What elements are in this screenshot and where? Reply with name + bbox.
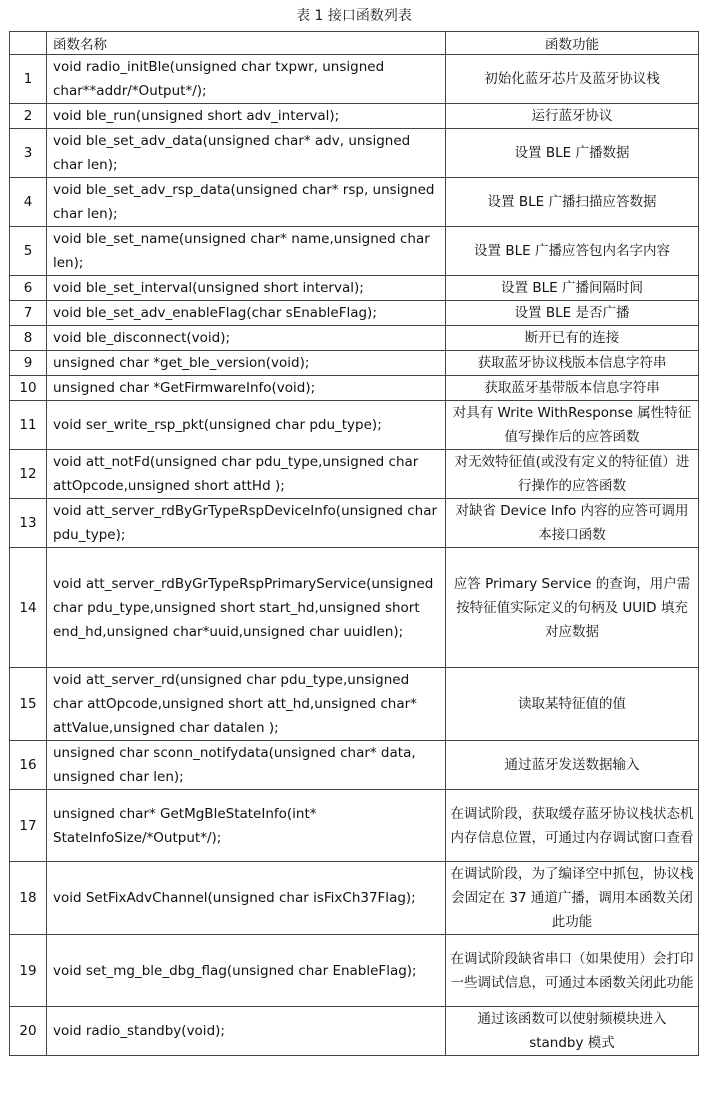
table-row — [10, 935, 699, 1007]
table-row — [10, 55, 699, 104]
function-name: void set_mg_ble_dbg_flag(unsigned char EnableFlag); — [47, 935, 446, 1007]
header-index — [10, 32, 47, 55]
row-index: 19 — [10, 935, 47, 1007]
function-name: void ble_set_name(unsigned char* name,unsigned char len); — [47, 227, 446, 276]
table-row — [10, 1007, 699, 1056]
function-name: void ble_set_adv_enableFlag(char sEnableFlag); — [47, 301, 446, 326]
row-index: 10 — [10, 376, 47, 401]
function-desc: 设置 BLE 广播间隔时间 — [446, 276, 699, 301]
row-index: 6 — [10, 276, 47, 301]
function-name: unsigned char *GetFirmwareInfo(void); — [47, 376, 446, 401]
function-desc: 设置 BLE 是否广播 — [446, 301, 699, 326]
function-desc: 对具有 Write WithResponse 属性特征值写操作后的应答函数 — [446, 401, 699, 450]
function-table — [9, 31, 699, 1056]
table-row — [10, 668, 699, 741]
table-row — [10, 376, 699, 401]
row-index: 13 — [10, 499, 47, 548]
header-function-desc: 函数功能 — [446, 32, 699, 55]
row-index: 9 — [10, 351, 47, 376]
function-name: void SetFixAdvChannel(unsigned char isFixCh37Flag); — [47, 862, 446, 935]
function-name: unsigned char *get_ble_version(void); — [47, 351, 446, 376]
function-name: void att_server_rd(unsigned char pdu_type,unsigned char attOpcode,unsigned short att_hd,unsigned char* attValue,unsigned char datalen ); — [47, 668, 446, 741]
row-index: 3 — [10, 129, 47, 178]
function-name: void radio_initBle(unsigned char txpwr, unsigned char**addr/*Output*/); — [47, 55, 446, 104]
row-index: 17 — [10, 790, 47, 862]
function-desc: 获取蓝牙协议栈版本信息字符串 — [446, 351, 699, 376]
table-row — [10, 401, 699, 450]
table-row — [10, 862, 699, 935]
function-name: void radio_standby(void); — [47, 1007, 446, 1056]
row-index: 15 — [10, 668, 47, 741]
function-name: unsigned char sconn_notifydata(unsigned char* data, unsigned char len); — [47, 741, 446, 790]
function-name: void ble_run(unsigned short adv_interval); — [47, 104, 446, 129]
table-row — [10, 178, 699, 227]
function-desc: 获取蓝牙基带版本信息字符串 — [446, 376, 699, 401]
row-index: 8 — [10, 326, 47, 351]
function-name: void ble_set_adv_data(unsigned char* adv, unsigned char len); — [47, 129, 446, 178]
table-row — [10, 227, 699, 276]
table-header-row — [10, 32, 699, 55]
function-desc: 设置 BLE 广播扫描应答数据 — [446, 178, 699, 227]
table-row — [10, 450, 699, 499]
table-row — [10, 276, 699, 301]
function-name: void att_server_rdByGrTypeRspPrimaryService(unsigned char pdu_type,unsigned short start_hd,unsigned short end_hd,unsigned char*uuid,unsigned char uuidlen); — [47, 548, 446, 668]
function-desc: 断开已有的连接 — [446, 326, 699, 351]
table-row — [10, 129, 699, 178]
function-desc: 读取某特征值的值 — [446, 668, 699, 741]
function-name: void att_notFd(unsigned char pdu_type,unsigned char attOpcode,unsigned short attHd ); — [47, 450, 446, 499]
function-name: void ble_set_adv_rsp_data(unsigned char* rsp, unsigned char len); — [47, 178, 446, 227]
function-desc: 通过该函数可以使射频模块进入 standby 模式 — [446, 1007, 699, 1056]
row-index: 18 — [10, 862, 47, 935]
row-index: 11 — [10, 401, 47, 450]
function-desc: 在调试阶段缺省串口（如果使用）会打印一些调试信息，可通过本函数关闭此功能 — [446, 935, 699, 1007]
function-desc: 设置 BLE 广播应答包内名字内容 — [446, 227, 699, 276]
function-desc: 在调试阶段，为了编译空中抓包，协议栈会固定在 37 通道广播，调用本函数关闭此功能 — [446, 862, 699, 935]
function-desc: 初始化蓝牙芯片及蓝牙协议栈 — [446, 55, 699, 104]
function-name: void att_server_rdByGrTypeRspDeviceInfo(unsigned char pdu_type); — [47, 499, 446, 548]
function-desc: 对缺省 Device Info 内容的应答可调用本接口函数 — [446, 499, 699, 548]
function-name: unsigned char* GetMgBleStateInfo(int* StateInfoSize/*Output*/); — [47, 790, 446, 862]
table-row — [10, 104, 699, 129]
function-name: void ble_disconnect(void); — [47, 326, 446, 351]
row-index: 4 — [10, 178, 47, 227]
function-desc: 对无效特征值(或没有定义的特征值）进行操作的应答函数 — [446, 450, 699, 499]
row-index: 20 — [10, 1007, 47, 1056]
function-desc: 设置 BLE 广播数据 — [446, 129, 699, 178]
table-row — [10, 741, 699, 790]
row-index: 16 — [10, 741, 47, 790]
function-desc: 通过蓝牙发送数据输入 — [446, 741, 699, 790]
header-function-name: 函数名称 — [47, 32, 446, 55]
table-caption: 表 1 接口函数列表 — [296, 8, 412, 24]
function-desc: 在调试阶段，获取缓存蓝牙协议栈状态机内存信息位置，可通过内存调试窗口查看 — [446, 790, 699, 862]
function-desc: 运行蓝牙协议 — [446, 104, 699, 129]
row-index: 12 — [10, 450, 47, 499]
table-row — [10, 351, 699, 376]
table-row — [10, 326, 699, 351]
row-index: 5 — [10, 227, 47, 276]
row-index: 2 — [10, 104, 47, 129]
table-row — [10, 301, 699, 326]
function-desc: 应答 Primary Service 的查询，用户需按特征值实际定义的句柄及 UUID 填充对应数据 — [446, 548, 699, 668]
row-index: 7 — [10, 301, 47, 326]
table-row — [10, 548, 699, 668]
row-index: 1 — [10, 55, 47, 104]
function-name: void ser_write_rsp_pkt(unsigned char pdu_type); — [47, 401, 446, 450]
function-name: void ble_set_interval(unsigned short interval); — [47, 276, 446, 301]
table-row — [10, 499, 699, 548]
table-row — [10, 790, 699, 862]
row-index: 14 — [10, 548, 47, 668]
